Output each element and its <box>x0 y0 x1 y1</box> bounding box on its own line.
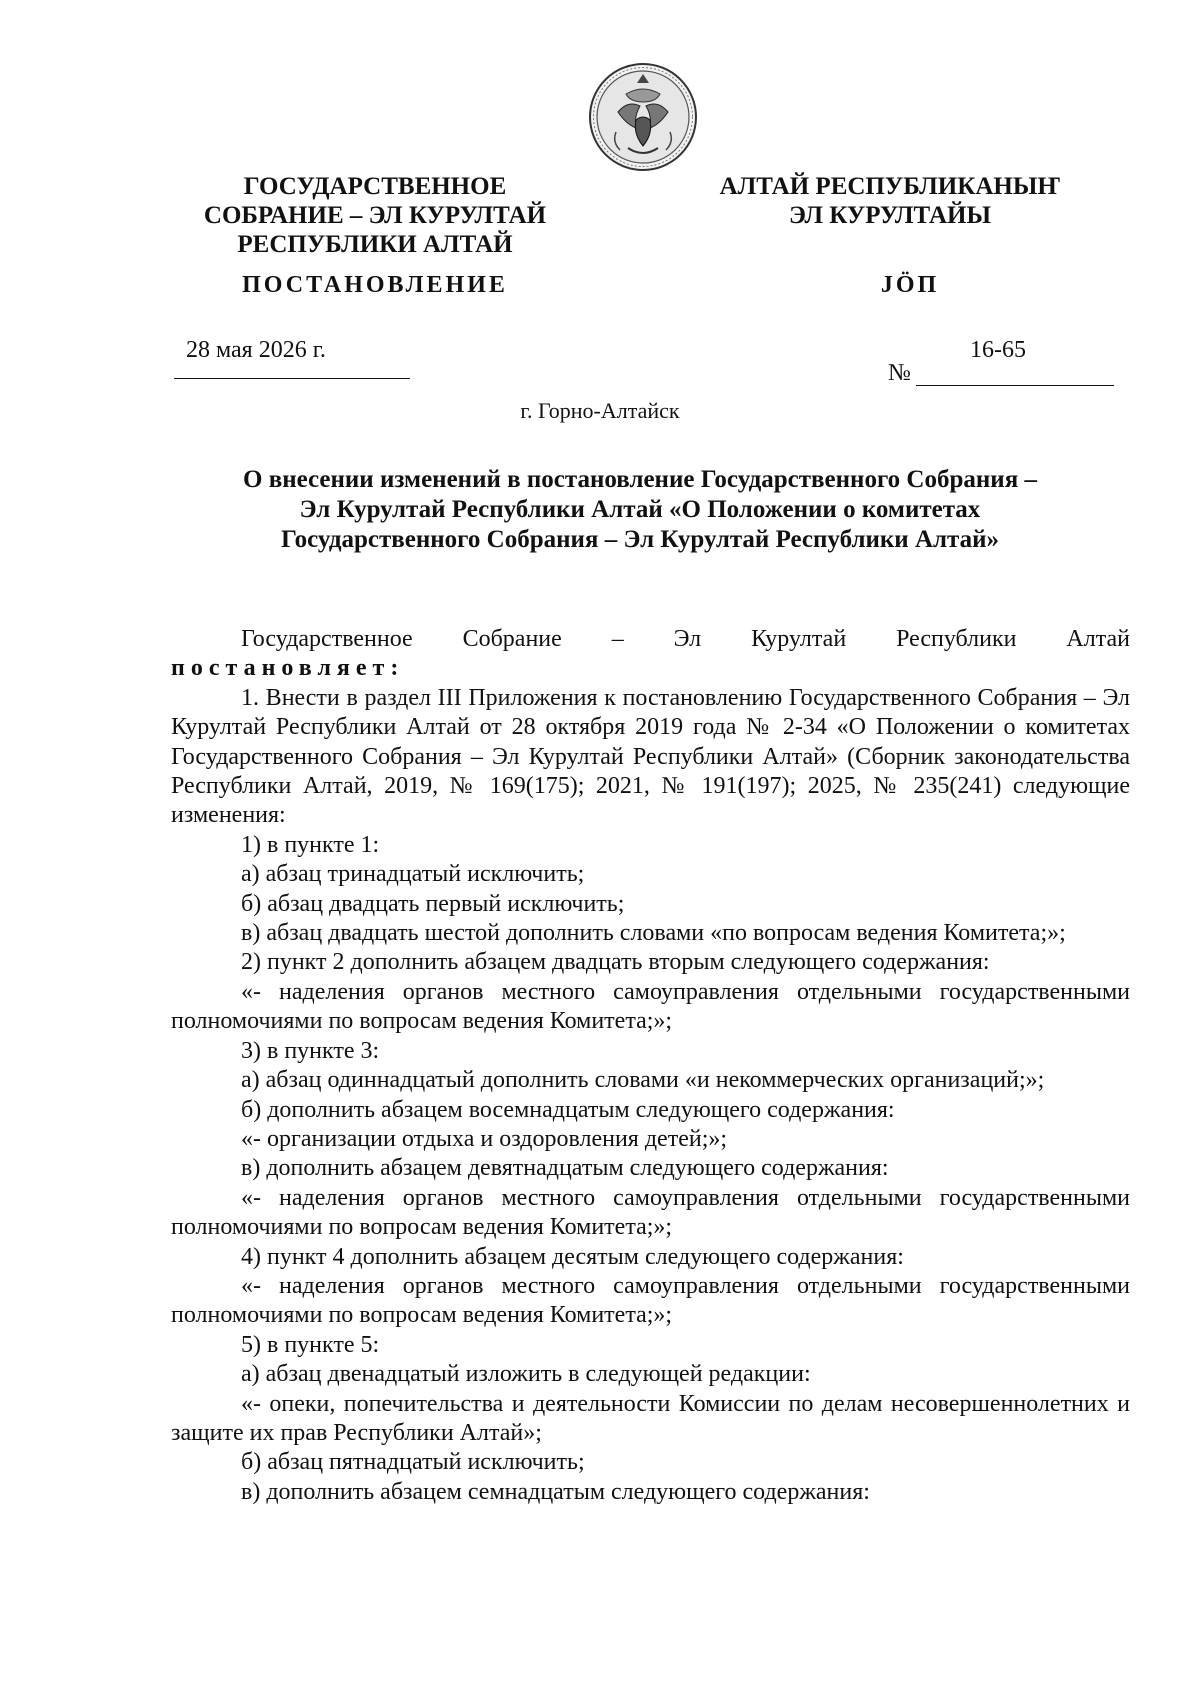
header-right-line-2: ЭЛ КУРУЛТАЙЫ <box>788 202 992 229</box>
body-paragraph-13: «- наделения органов местного самоуправления отдельными государственными полномочиями по вопросам ведения Комитета;»; <box>171 1184 1130 1241</box>
document-date: 28 мая 2026 г. <box>186 337 326 363</box>
document-title <box>180 465 1100 555</box>
body-paragraph-15: «- наделения органов местного самоуправления отдельными государственными полномочиями по вопросам ведения Комитета;»; <box>171 1272 1130 1329</box>
body-paragraph-19: б) абзац пятнадцатый исключить; <box>241 1449 585 1476</box>
title-line-1: О внесении изменений в постановление Государственного Собрания – <box>243 466 1037 493</box>
body-paragraph-3: а) абзац тринадцатый исключить; <box>241 861 585 888</box>
number-underline <box>916 385 1114 386</box>
body-paragraph-6: 2) пункт 2 дополнить абзацем двадцать вторым следующего содержания: <box>241 949 990 976</box>
body-paragraph-8: 3) в пункте 3: <box>241 1037 380 1064</box>
coat-of-arms-emblem <box>588 60 698 174</box>
body-paragraph-20: в) дополнить абзацем семнадцатым следующего содержания: <box>241 1478 870 1505</box>
document-number: 16-65 <box>970 337 1026 363</box>
city: г. Горно-Алтайск <box>520 398 680 423</box>
number-sign: № <box>888 360 911 386</box>
body-paragraph-2: 1) в пункте 1: <box>241 831 380 858</box>
body-paragraph-12: в) дополнить абзацем девятнадцатым следующего содержания: <box>241 1155 889 1182</box>
header-left-line-2: СОБРАНИЕ – ЭЛ КУРУЛТАЙ <box>203 202 547 229</box>
title-line-3: Государственного Собрания – Эл Курултай Республики Алтай» <box>280 526 1000 553</box>
body-paragraph-11: «- организации отдыха и оздоровления детей;»; <box>241 1125 728 1152</box>
body-paragraph-4: б) абзац двадцать первый исключить; <box>241 890 625 917</box>
doctype-left: ПОСТАНОВЛЕНИЕ <box>242 272 508 298</box>
body-paragraph-5: в) абзац двадцать шестой дополнить словами «по вопросам ведения Комитета;»; <box>241 920 1066 947</box>
header-right-block <box>700 172 1080 230</box>
document-body <box>171 625 1130 1507</box>
date-underline <box>174 378 410 379</box>
body-paragraph-1: 1. Внести в раздел III Приложения к постановлению Государственного Собрания – Эл Курултай Республики Алтай от 28 октября 2019 года № 2-34 «О Положении о комитетах Государственного Собрания – Эл Курултай Республики Алтай» (Сборник законодательства Республики Алтай, 2019, № 169(175); 2021, № 191(197); 2025, № 235(241) следующие изменения: <box>171 684 1130 829</box>
body-paragraph-17: а) абзац двенадцатый изложить в следующей редакции: <box>241 1361 811 1388</box>
header-left-block <box>170 172 580 259</box>
body-paragraph-18: «- опеки, попечительства и деятельности Комиссии по делам несовершеннолетних и защите их прав Республики Алтай»; <box>171 1390 1130 1446</box>
body-paragraph-7: «- наделения органов местного самоуправления отдельными государственными полномочиями по вопросам ведения Комитета;»; <box>171 978 1130 1035</box>
header-left-line-3: РЕСПУБЛИКИ АЛТАЙ <box>237 231 513 258</box>
body-paragraph-9: а) абзац одиннадцатый дополнить словами «и некоммерческих организаций;»; <box>241 1067 1045 1094</box>
header-left-line-1: ГОСУДАРСТВЕННОЕ <box>243 173 507 200</box>
header-right-line-1: АЛТАЙ РЕСПУБЛИКАНЫҤ <box>719 173 1061 200</box>
body-resolves: постановляет: <box>171 655 405 682</box>
body-paragraph-10: б) дополнить абзацем восемнадцатым следующего содержания: <box>241 1096 895 1123</box>
body-paragraph-14: 4) пункт 4 дополнить абзацем десятым следующего содержания: <box>241 1243 904 1270</box>
title-line-2: Эл Курултай Республики Алтай «О Положении о комитетах <box>299 496 981 523</box>
doctype-right: ЈӦП <box>880 272 940 298</box>
body-paragraph-16: 5) в пункте 5: <box>241 1331 380 1358</box>
body-intro: Государственное Собрание – Эл Курултай Республики Алтай <box>241 626 1130 652</box>
